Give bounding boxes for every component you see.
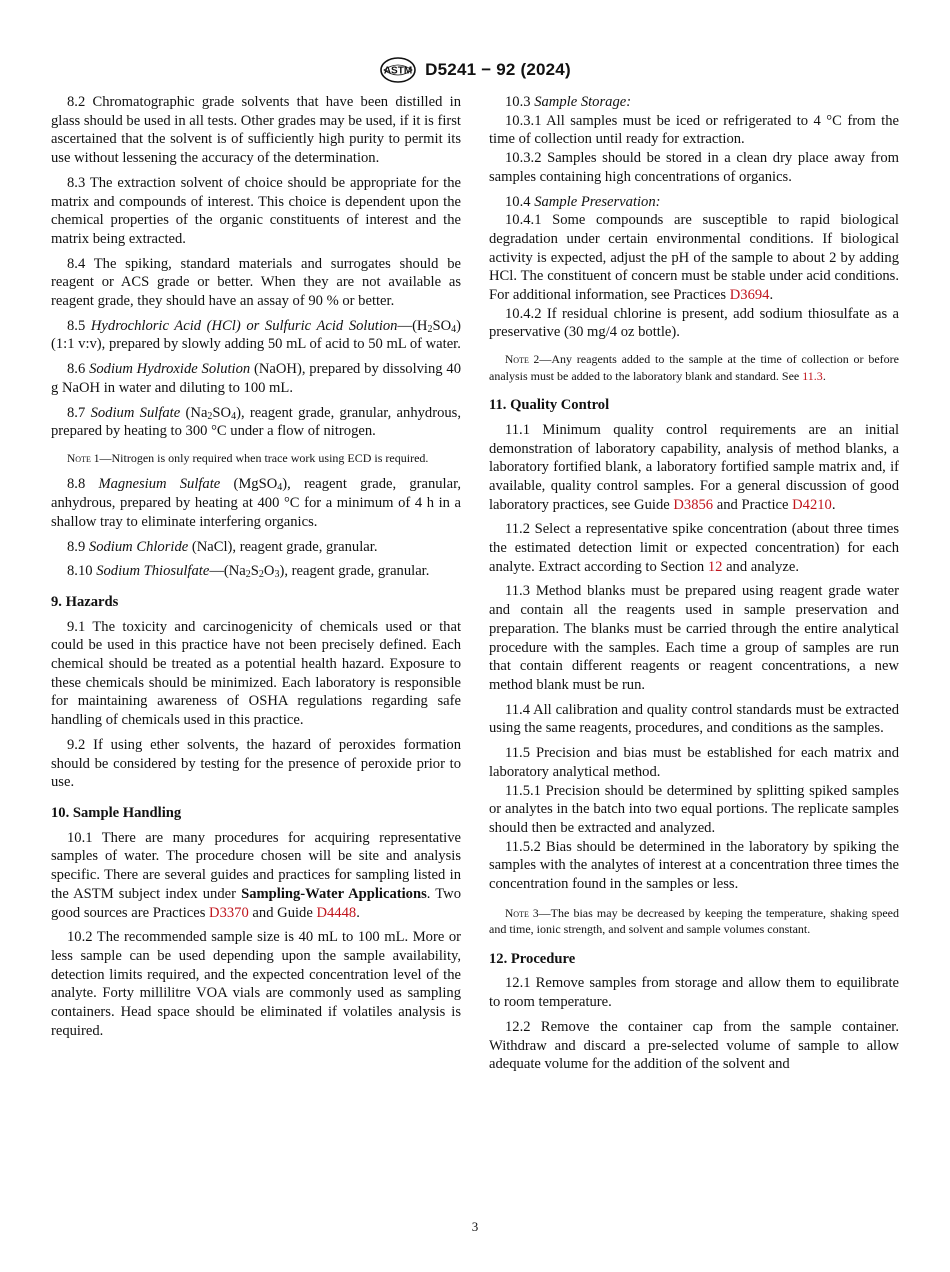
svg-text:ASTM: ASTM	[384, 65, 413, 77]
paragraph-8-8: 8.8 Magnesium Sulfate (MgSO$_4$), reagent grade, granular, anhydrous, prepared by heating at 400 °C for a minimum of 4 h in a shallow tray to eliminate interfering organics.	[51, 476, 462, 530]
page-number: 3	[471, 1219, 479, 1234]
astm-logo-icon	[379, 56, 417, 84]
paragraph-11-2: 11.2 Select a representative spike concentration (about three times the estimated detection limit or expected concentration) for each analyte. Extract according to Section 12 and analyze.	[489, 521, 899, 575]
paragraph-10-2: 10.2 The recommended sample size is 40 mL to 100 mL. More or less sample can be used depending upon the sample availability, detection limits required, and the expected concentration level of the analyte. Forty millilitre VOA vials are commonly used as sampling containers. Head space should be eliminated if volatiles analysis is required.	[51, 929, 461, 1039]
paragraph-8-9: 8.9 Sodium Chloride (NaCl), reagent grade, granular.	[67, 538, 378, 555]
paragraph-9-1: 9.1 The toxicity and carcinogenicity of chemicals used or that could be used in this practice have not been precisely defined. Each chemical should be treated as a potential health hazard. Exposure to these chemicals should be minimized. Each laboratory is responsible for maintaining awareness of OSHA regulations regarding safe handling of chemicals used in this practice.	[51, 618, 461, 729]
right-column	[489, 93, 899, 1080]
link-d3694[interactable]: D3694	[729, 287, 770, 304]
note-2: Note 2—Any reagents added to the sample at the time of collection or before analysis must be added to the laboratory blank and standard. See 11.3.	[489, 352, 900, 383]
paragraph-8-5: 8.5 Hydrochloric Acid (HCl) or Sulfuric Acid $Solution—(H_2SO_4)$ (1:1 v:v), prepared by slowly adding 50 mL of acid to 50 mL of water.	[51, 317, 461, 353]
left-column	[51, 93, 461, 1046]
link-11-3[interactable]: 11.3	[802, 368, 823, 383]
page-header	[0, 56, 950, 84]
paragraph-8-3: 8.3 The extraction solvent of choice should be appropriate for the matrix and compounds of interest. This choice is dependent upon the chemical properties of the organic constituents of interest and the matrix being extracted.	[51, 174, 461, 247]
section-heading-11: 11. Quality Control	[489, 397, 610, 414]
section-heading-10: 10. Sample Handling	[51, 805, 182, 821]
paragraph-10-3-2: 10.3.2 Samples should be stored in a clean dry place away from samples containing high concentrations of organics.	[489, 150, 899, 185]
note-3: Note 3—The bias may be decreased by keeping the temperature, shaking speed and time, ionic strength, and solvent and sample volumes constant.	[489, 905, 899, 937]
link-d3370[interactable]: D3370	[209, 904, 249, 921]
paragraph-10-4: 10.4 Sample Preservation:	[505, 193, 661, 210]
paragraph-10-1: 10.1 There are many procedures for acquiring representative samples of water. The procedure chosen will be site and analysis specific. There are several guides and practices for sampling listed in the ASTM subject index under Sampling-Water Applications. Two good sources are Practices D3370 and Guide D4448.	[51, 829, 461, 921]
link-d4210[interactable]: D4210	[792, 496, 832, 513]
standard-designation: D5241 − 92 (2024)	[425, 60, 571, 79]
paragraph-8-6: 8.6 Sodium Hydroxide Solution (NaOH), prepared by dissolving 40 g NaOH in water and diluting to 100 mL.	[51, 361, 461, 396]
link-section-12[interactable]: 12	[707, 558, 723, 575]
paragraph-11-4: 11.4 All calibration and quality control standards must be extracted using the same reagents, procedures, and conditions as the samples.	[489, 701, 899, 737]
note-1: Note 1—Nitrogen is only required when trace work using ECD is required.	[67, 450, 429, 465]
paragraph-9-2: 9.2 If using ether solvents, the hazard of peroxides formation should be considered by testing for the presence of peroxide prior to use.	[51, 736, 461, 791]
paragraph-11-5-1: 11.5.1 Precision should be determined by splitting spiked samples or analytes in the batch into two equal portions. The replicate samples should then be extracted and analyzed.	[489, 782, 899, 836]
section-heading-12: 12. Procedure	[489, 950, 576, 967]
paragraph-12-1: 12.1 Remove samples from storage and allow them to equilibrate to room temperature.	[489, 975, 899, 1011]
paragraph-10-4-2: 10.4.2 If residual chlorine is present, add sodium thiosulfate as a preservative (30 mg/4 oz bottle).	[489, 305, 899, 341]
paragraph-8-2: 8.2 Chromatographic grade solvents that have been distilled in glass should be used in all tests. Other grades may be used, if it is first ascertained that the solvent is of sufficiently high purity to permit its use without lessening the accuracy of the determination.	[51, 94, 461, 167]
link-d4448[interactable]: D4448	[316, 904, 357, 921]
paragraph-11-1: 11.1 Minimum quality control requirements are an initial demonstration of laboratory capability, analysis of method blanks, a laboratory fortified blank, a laboratory fortified sample matrix and, if available, quality control samples. For a general discussion of good laboratory practices, see Guide D3856 and Practice D4210.	[489, 421, 899, 513]
section-heading-9: 9. Hazards	[51, 593, 119, 610]
paragraph-11-5: 11.5 Precision and bias must be established for each matrix and laboratory analytical method.	[489, 745, 899, 780]
paragraph-11-3: 11.3 Method blanks must be prepared using reagent grade water and contain all the reagents used in sample preservation and preparation. The blanks must be carried through the entire analytical procedure with the samples. Each time a group of samples are run that contain different reagents or reagent concentrations, a new method blank must be run.	[489, 583, 899, 693]
paragraph-11-5-2: 11.5.2 Bias should be determined in the laboratory by spiking the samples with the analytes of interest at a concentration three times the concentration found in the samples or less.	[489, 838, 899, 893]
paragraph-8-7: 8.7 Sodium Sulfate $(Na_2SO_4)$, reagent grade, granular, anhydrous, prepared by heating to 300 °C under a flow of nitrogen.	[51, 404, 461, 440]
paragraph-12-2: 12.2 Remove the container cap from the sample container. Withdraw and discard a pre-selected volume of sample to allow adequate volume for the addition of the solvent and	[489, 1018, 899, 1073]
paragraph-8-10: 8.10 Sodium $Thiosulfate—(Na_2S_2O_3)$, reagent grade, granular.	[67, 563, 430, 581]
paragraph-10-3: 10.3 Sample Storage:	[505, 94, 632, 110]
paragraph-10-4-1: 10.4.1 Some compounds are susceptible to rapid biological degradation under certain environmental conditions. If biological activity is expected, adjust the pH of the sample to about 2 by adding HCl. The constituent of concern must be stable under acid conditions. For additional information, see Practices D3694.	[489, 212, 899, 304]
paragraph-8-4: 8.4 The spiking, standard materials and surrogates should be reagent or ACS grade or better. When they are not available as reagent grade, they should have an assay of 90 % or better.	[51, 255, 461, 310]
link-d3856[interactable]: D3856	[673, 496, 714, 513]
paragraph-10-3-1: 10.3.1 All samples must be iced or refrigerated to 4 °C from the time of collection until ready for extraction.	[489, 112, 899, 148]
